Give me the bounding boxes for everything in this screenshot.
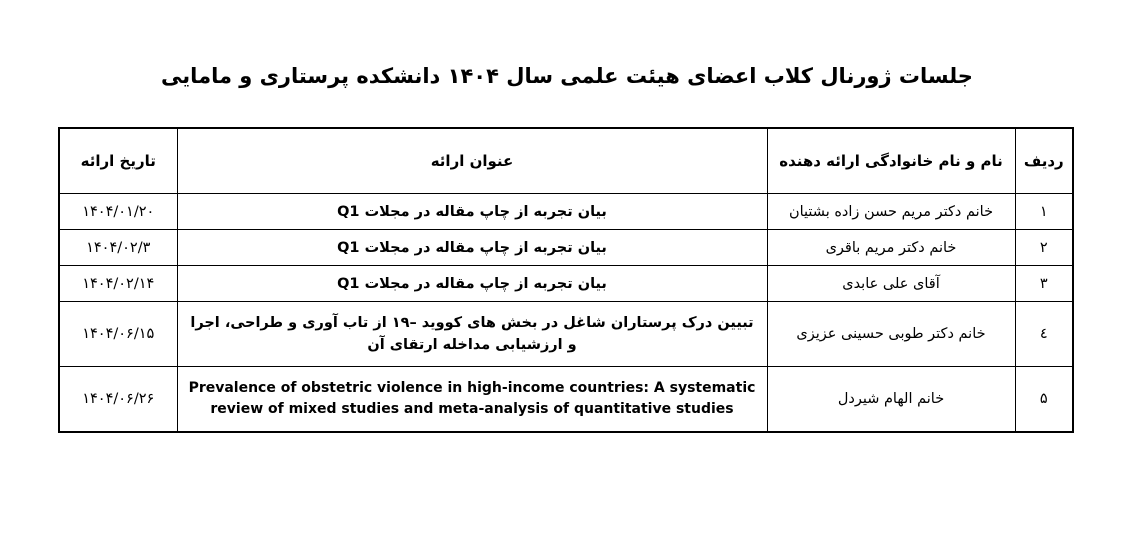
cell-row-no: ۳ [1015,266,1073,302]
table-body [59,194,1073,433]
cell-topic: Prevalence of obstetric violence in high-income countries: A systematic review of mixed studies and meta-analysis of quantitative studies [177,367,767,433]
document-page [0,62,1134,545]
cell-row-no: ۱ [1015,194,1073,230]
cell-topic: بیان تجربه از چاپ مقاله در مجلات Q1 [177,230,767,266]
table-header [59,128,1073,194]
journal-club-table [58,127,1074,433]
cell-presenter: آقای علی عابدی [767,266,1015,302]
cell-row-no: ۲ [1015,230,1073,266]
column-header-presenter: نام و نام خانوادگی ارائه دهنده [767,128,1015,194]
cell-topic: تبیین درک پرستاران شاغل در بخش های کووید –۱۹ از تاب آوری و طراحی، اجرا و ارزشیابی مداخله ارتقای آن [177,302,767,367]
table-row [59,266,1073,302]
journal-club-table-wrapper [60,127,1074,433]
table-header-row [59,128,1073,194]
table-row [59,302,1073,367]
cell-date: ۱۴۰۴/۰۶/۲۶ [59,367,177,433]
column-header-topic: عنوان ارائه [177,128,767,194]
table-row [59,367,1073,433]
table-row [59,230,1073,266]
cell-date: ۱۴۰۴/۰۲/۱۴ [59,266,177,302]
cell-presenter: خانم دکتر طوبی حسینی عزیزی [767,302,1015,367]
cell-date: ۱۴۰۴/۰۱/۲۰ [59,194,177,230]
cell-date: ۱۴۰۴/۰۶/۱۵ [59,302,177,367]
cell-presenter: خانم دکتر مریم باقری [767,230,1015,266]
cell-date: ۱۴۰۴/۰۲/۳ [59,230,177,266]
table-row [59,194,1073,230]
page-title: جلسات ژورنال کلاب اعضای هیئت علمی سال ۱۴۰۴ دانشکده پرستاری و مامایی [161,64,973,88]
cell-topic: بیان تجربه از چاپ مقاله در مجلات Q1 [177,266,767,302]
cell-presenter: خانم دکتر مریم حسن زاده بشتیان [767,194,1015,230]
cell-presenter: خانم الهام شیردل [767,367,1015,433]
column-header-row-no: ردیف [1015,128,1073,194]
cell-row-no: ۵ [1015,367,1073,433]
column-header-date: تاریخ ارائه [59,128,177,194]
cell-topic: بیان تجربه از چاپ مقاله در مجلات Q1 [177,194,767,230]
cell-row-no: ٤ [1015,302,1073,367]
